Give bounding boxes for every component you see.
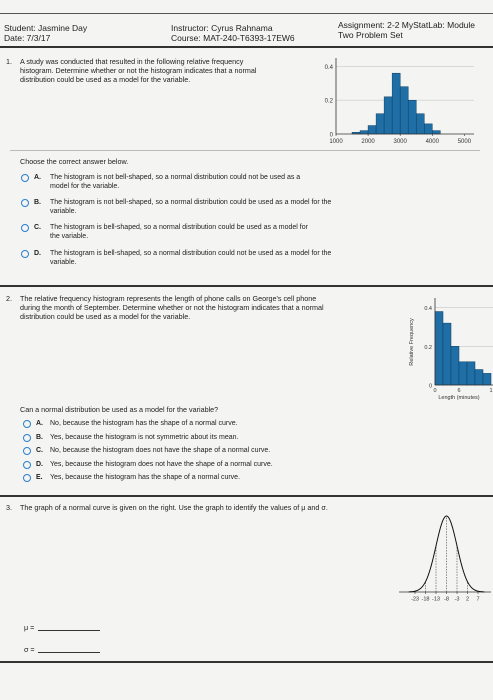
q2-option-b-radio[interactable]	[23, 434, 31, 442]
q1-option-letter: A.	[34, 174, 41, 181]
q1-prompt: Choose the correct answer below.	[20, 157, 129, 166]
course: Course: MAT-240-T6393-17EW6	[171, 33, 295, 43]
q2-option-text: Yes, because the histogram is not symmetric about its mean.	[50, 433, 239, 441]
q1-option-text: the variable.	[50, 233, 89, 240]
x-tick-label: 2	[465, 596, 470, 603]
x-tick-label: 6	[457, 388, 461, 394]
x-tick-label: -3	[454, 596, 460, 603]
histogram-bar	[360, 131, 368, 134]
header-rule	[0, 46, 493, 48]
q1-option-letter: B.	[34, 199, 41, 206]
q2-option-e-radio[interactable]	[23, 474, 31, 482]
histogram-bar	[432, 131, 440, 134]
q1-option-text: The histogram is not bell-shaped, so a normal distribution could be used as a model for the	[50, 199, 332, 206]
x-tick-label: 1000	[329, 139, 343, 145]
q1-option-letter: C.	[34, 224, 41, 231]
y-tick-label: 0	[428, 383, 432, 390]
assignment: Assignment: 2-2 MyStatLab: Module	[338, 20, 476, 30]
y-axis-title: Relative Frequency	[409, 318, 415, 366]
q2-option-a-radio[interactable]	[23, 420, 31, 428]
histogram-bar	[475, 370, 483, 385]
q2-option-text: Yes, because the histogram has the shape of a normal curve.	[50, 474, 241, 481]
q2-text-1: The relative frequency histogram represents the length of phone calls on George's cell phone	[20, 294, 317, 303]
q1-end-rule	[0, 285, 493, 287]
q1-divider	[10, 150, 480, 151]
histogram-bar	[443, 323, 451, 385]
q1-option-text: variable.	[50, 259, 77, 266]
q2-option-text: No, because the histogram has the shape of a normal curve.	[50, 420, 238, 427]
q2-option-text: No, because the histogram does not have the shape of a normal curve.	[50, 447, 271, 454]
histogram-bar	[435, 312, 443, 385]
histogram-bar	[467, 362, 475, 385]
q2-prompt: Can a normal distribution be used as a model for the variable?	[20, 405, 219, 414]
q1-text-2: histogram. Determine whether or not the histogram indicates that a normal	[20, 66, 257, 75]
q2-option-letter: A.	[36, 420, 43, 427]
q2-option-letter: C.	[36, 447, 43, 454]
x-tick-label: 2000	[361, 139, 375, 145]
x-tick-label: 3000	[393, 139, 407, 145]
q2-text-3: distribution could be used as a model for the variable.	[20, 312, 191, 321]
q1-number: 1.	[6, 57, 12, 66]
assignment-subtitle: Two Problem Set	[338, 30, 403, 40]
sigma-answer-field[interactable]	[38, 652, 100, 653]
x-tick-label: -23	[410, 596, 420, 603]
q1-option-text: The histogram is bell-shaped, so a normal distribution could not be used as a model for the	[50, 250, 332, 257]
q1-option-text: The histogram is bell-shaped, so a normal distribution could be used as a model for	[50, 224, 308, 231]
q1-option-text: The histogram is not bell-shaped, so a normal distribution could not be used as a	[50, 174, 301, 181]
histogram-bar	[451, 346, 459, 385]
top-rule	[0, 13, 493, 14]
q2-option-d-radio[interactable]	[23, 461, 31, 469]
y-tick-label: 0.2	[424, 344, 432, 351]
y-tick-label: 0.4	[324, 64, 333, 71]
q1-option-text: variable.	[50, 208, 77, 215]
q2-option-c-radio[interactable]	[23, 447, 31, 455]
q3-end-rule	[0, 661, 493, 663]
student-name: Student: Jasmine Day	[4, 23, 88, 33]
histogram-bar	[459, 362, 467, 385]
q2-end-rule	[0, 495, 493, 497]
x-tick-label: -18	[421, 596, 430, 603]
q1-text-3: distribution could be used as a model for the variable.	[20, 75, 191, 84]
x-tick-label: 5000	[457, 139, 472, 145]
q2-number: 2.	[6, 294, 12, 303]
q3-text: The graph of a normal curve is given on the right. Use the graph to identify the values of μ and σ.	[20, 503, 328, 512]
x-tick-label: 0	[433, 388, 437, 394]
mu-answer-field[interactable]	[38, 630, 100, 631]
sigma-label: σ =	[24, 645, 35, 654]
histogram-bar	[368, 126, 376, 134]
y-tick-label: 0.2	[324, 98, 333, 105]
q1-text-1: A study was conducted that resulted in the following relative frequency	[20, 57, 244, 66]
x-tick-label: -8	[444, 596, 449, 603]
y-tick-label: 0	[329, 132, 333, 139]
x-axis-title: Length (minutes)	[438, 395, 480, 400]
q1-option-d-radio[interactable]	[21, 250, 29, 258]
q2-option-letter: D.	[36, 460, 43, 468]
histogram-bar	[416, 114, 424, 134]
x-tick-label: -13	[431, 596, 441, 603]
q3-normal-curve	[395, 512, 493, 604]
x-tick-label: 1	[489, 388, 493, 394]
q1-option-a-radio[interactable]	[21, 174, 29, 182]
q2-option-text: Yes, because the histogram does not have the shape of a normal curve.	[50, 460, 273, 468]
histogram-bar	[384, 97, 392, 134]
x-tick-label: 7	[476, 596, 480, 603]
instructor: Instructor: Cyrus Rahnama	[171, 23, 273, 33]
mu-label: μ =	[24, 623, 35, 632]
histogram-bar	[376, 114, 384, 134]
histogram-bar	[408, 100, 416, 134]
histogram-bar	[424, 124, 432, 134]
q1-option-c-radio[interactable]	[21, 224, 29, 232]
histogram-bar	[392, 73, 400, 134]
q2-text-2: during the month of September. Determine whether or not the histogram indicates that a normal	[20, 303, 324, 312]
q1-option-b-radio[interactable]	[21, 199, 29, 207]
date: Date: 7/3/17	[4, 33, 51, 43]
y-tick-label: 0.4	[424, 306, 432, 313]
q1-histogram	[316, 54, 476, 148]
histogram-bar	[400, 87, 408, 134]
q2-option-letter: E.	[36, 474, 43, 481]
q1-option-letter: D.	[34, 250, 41, 257]
q3-number: 3.	[6, 503, 12, 512]
q1-option-text: model for the variable.	[50, 183, 120, 190]
q2-option-letter: B.	[36, 433, 43, 441]
histogram-bar	[483, 373, 491, 385]
x-tick-label: 4000	[425, 139, 439, 145]
q2-histogram	[402, 290, 493, 400]
